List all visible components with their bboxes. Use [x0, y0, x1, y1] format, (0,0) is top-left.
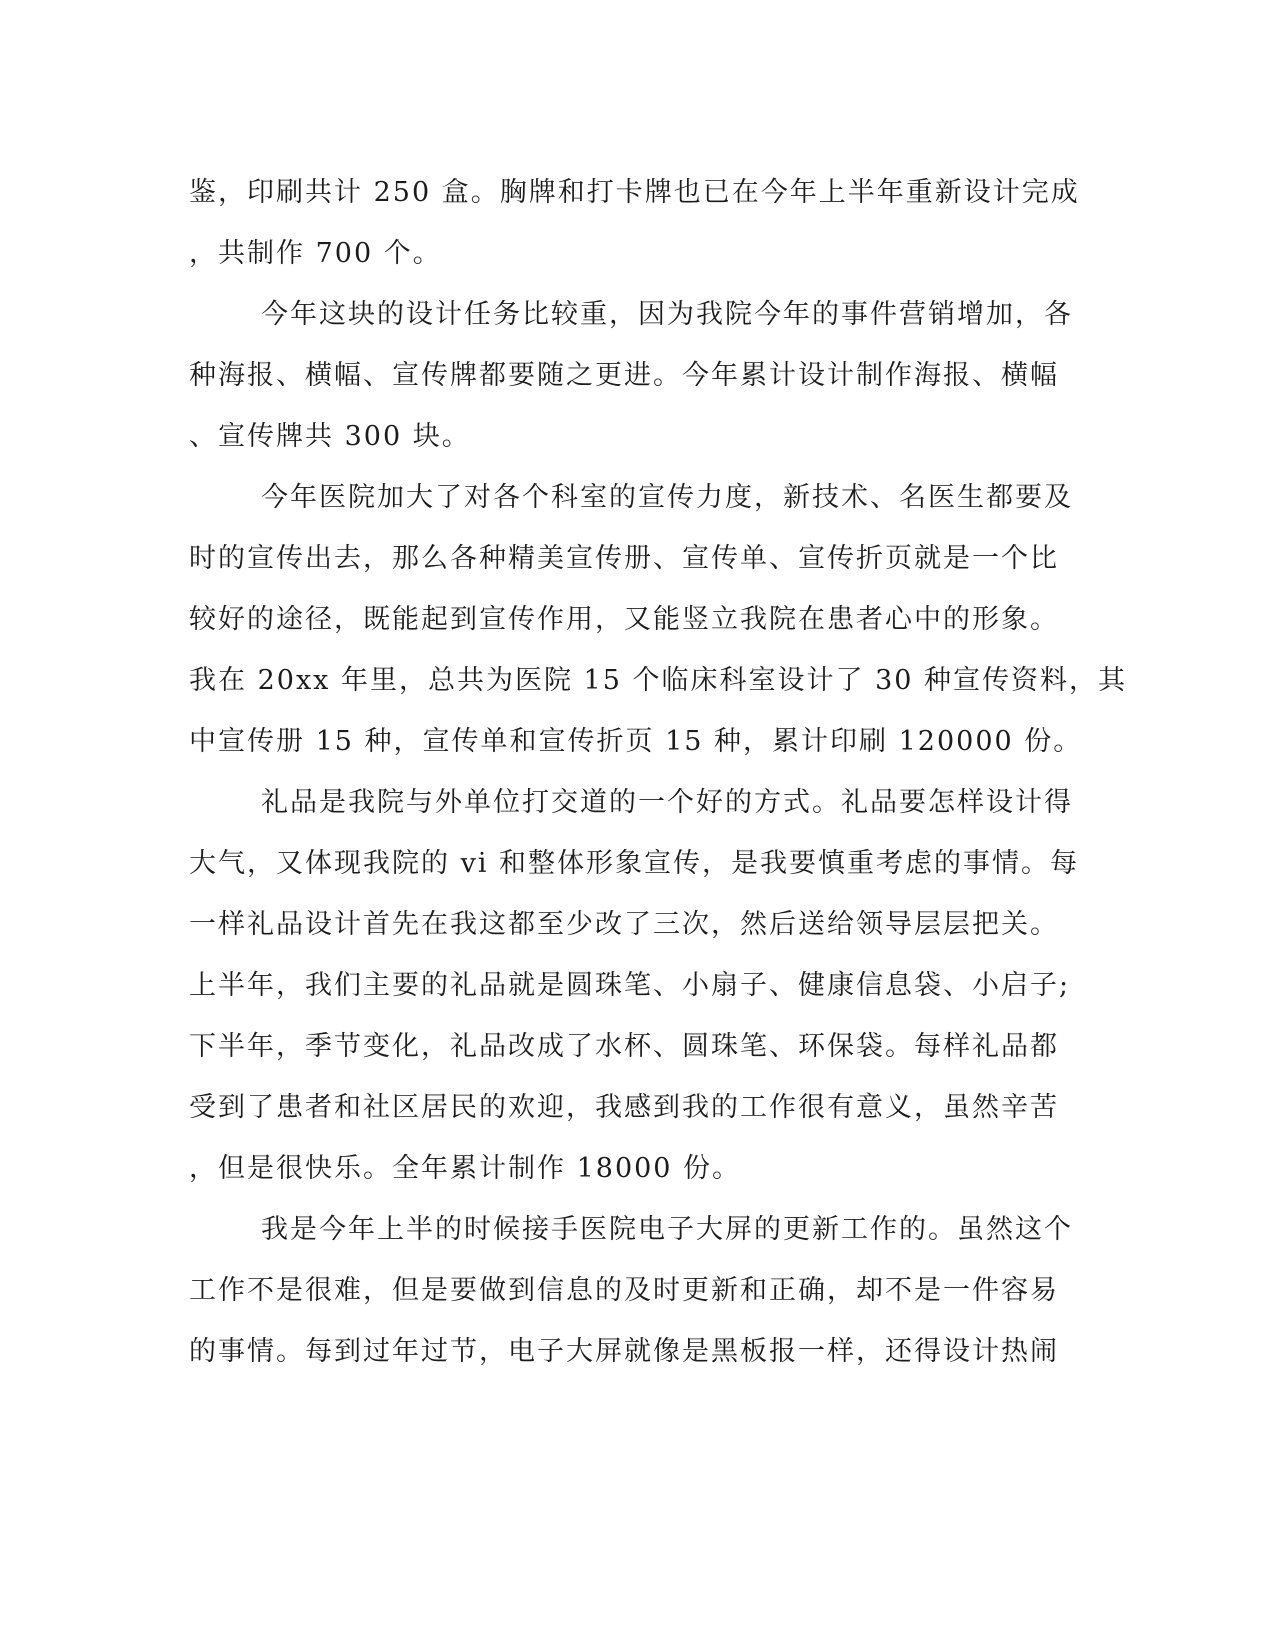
text-line: 较好的途径，既能起到宣传作用，又能竖立我院在患者心中的形象。	[189, 604, 1059, 635]
text-line: 我在 20xx 年里，总共为医院 15 个临床科室设计了 30 种宣传资料，其	[189, 665, 1128, 696]
text-line: 今年这块的设计任务比较重，因为我院今年的事件营销增加，各	[261, 299, 1073, 330]
paragraph-1	[189, 162, 1089, 284]
text-line: ，但是很快乐。全年累计制作 18000 份。	[189, 1153, 742, 1184]
text-line: 我是今年上半的时候接手医院电子大屏的更新工作的。虽然这个	[261, 1214, 1073, 1245]
text-line: 礼品是我院与外单位打交道的一个好的方式。礼品要怎样设计得	[261, 787, 1073, 818]
paragraph-3	[189, 467, 1128, 772]
text-line: 下半年，季节变化，礼品改成了水杯、圆珠笔、环保袋。每样礼品都	[189, 1031, 1059, 1062]
text-line: 的事情。每到过年过节，电子大屏就像是黑板报一样，还得设计热闹	[189, 1336, 1059, 1367]
text-line: 一样礼品设计首先在我这都至少改了三次，然后送给领导层层把关。	[189, 909, 1059, 940]
text-line: 、宣传牌共 300 块。	[189, 421, 471, 452]
paragraph-5	[189, 1199, 1089, 1382]
paragraph-4	[189, 772, 1089, 1199]
text-line: 中宣传册 15 种，宣传单和宣传折页 15 种，累计印刷 120000 份。	[189, 726, 1083, 757]
text-line: 种海报、横幅、宣传牌都要随之更进。今年累计设计制作海报、横幅	[189, 360, 1059, 391]
text-line: 大气，又体现我院的 vi 和整体形象宣传，是我要慎重考虑的事情。每	[189, 848, 1080, 879]
text-line: 上半年，我们主要的礼品就是圆珠笔、小扇子、健康信息袋、小启子;	[189, 970, 1071, 1001]
text-line: 受到了患者和社区居民的欢迎，我感到我的工作很有意义，虽然辛苦	[189, 1092, 1059, 1123]
text-line: 工作不是很难，但是要做到信息的及时更新和正确，却不是一件容易	[189, 1275, 1059, 1306]
text-line: 今年医院加大了对各个科室的宣传力度，新技术、名医生都要及	[261, 482, 1073, 513]
text-line: 时的宣传出去，那么各种精美宣传册、宣传单、宣传折页就是一个比	[189, 543, 1059, 574]
text-line: ，共制作 700 个。	[189, 238, 442, 269]
document-body	[189, 162, 1128, 1382]
paragraph-2	[189, 284, 1089, 467]
text-line: 鉴，印刷共计 250 盒。胸牌和打卡牌也已在今年上半年重新设计完成	[189, 177, 1080, 208]
